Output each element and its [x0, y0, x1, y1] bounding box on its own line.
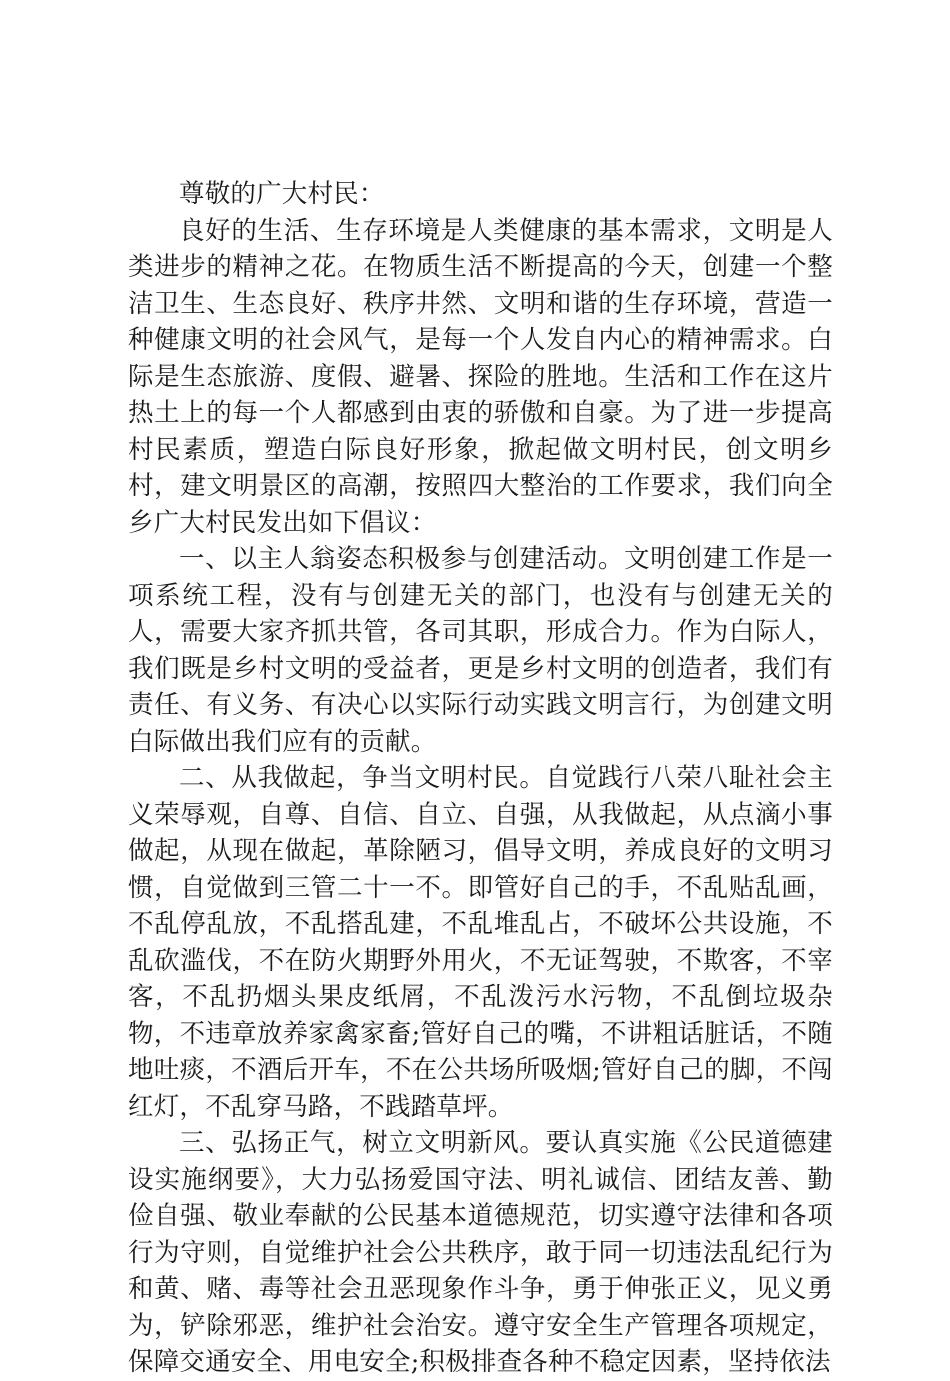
paragraph-intro: 良好的生活、生存环境是人类健康的基本需求，文明是人类进步的精神之花。在物质生活不断提高的今天，创建一个整洁卫生、生态良好、秩序井然、文明和谐的生存环境，营造一种健康文明的社会风气，是每一个人发自内心的精神需求。白际是生态旅游、度假、避暑、探险的胜地。生活和工作在这片热土上的每一个人都感到由衷的骄傲和自豪。为了进一步提高村民素质，塑造白际良好形象，掀起做文明村民，创文明乡村，建文明景区的高潮，按照四大整治的工作要求，我们向全乡广大村民发出如下倡议：	[128, 215, 833, 538]
salutation: 尊敬的广大村民：	[179, 179, 385, 209]
paragraph-proposal-3: 三、弘扬正气，树立文明新风。要认真实施《公民道德建设实施纲要》，大力弘扬爱国守法、明礼诚信、团结友善、勤俭自强、敬业奉献的公民基本道德规范，切实遵守法律和各项行为守则，自觉维护社会公共秩序，敢于同一切违法乱纪行为和黄、赌、毒等社会丑恶现象作斗争，勇于伸张正义，见义勇为，铲除邪恶，维护社会治安。遵守安全生产管理各项规定，保障交通安全、用电安全;积极排查各种不稳定因素，坚持依法	[128, 1128, 833, 1377]
document-page	[128, 176, 833, 1381]
paragraph-proposal-2: 二、从我做起，争当文明村民。自觉践行八荣八耻社会主义荣辱观，自尊、自信、自立、自强，从我做起，从点滴小事做起，从现在做起，革除陋习，倡导文明，养成良好的文明习惯，自觉做到三管二十一不。即管好自己的手，不乱贴乱画，不乱停乱放，不乱搭乱建，不乱堆乱占，不破坏公共设施，不乱砍滥伐，不在防火期野外用火，不无证驾驶，不欺客，不宰客，不乱扔烟头果皮纸屑，不乱泼污水污物，不乱倒垃圾杂物，不违章放养家禽家畜;管好自己的嘴，不讲粗话脏话，不随地吐痰，不酒后开车，不在公共场所吸烟;管好自己的脚，不闯红灯，不乱穿马路，不践踏草坪。	[128, 763, 833, 1122]
paragraph-proposal-1: 一、以主人翁姿态积极参与创建活动。文明创建工作是一项系统工程，没有与创建无关的部门，也没有与创建无关的人，需要大家齐抓共管，各司其职，形成合力。作为白际人，我们既是乡村文明的受益者，更是乡村文明的创造者，我们有责任、有义务、有决心以实际行动实践文明言行，为创建文明白际做出我们应有的贡献。	[128, 544, 833, 757]
